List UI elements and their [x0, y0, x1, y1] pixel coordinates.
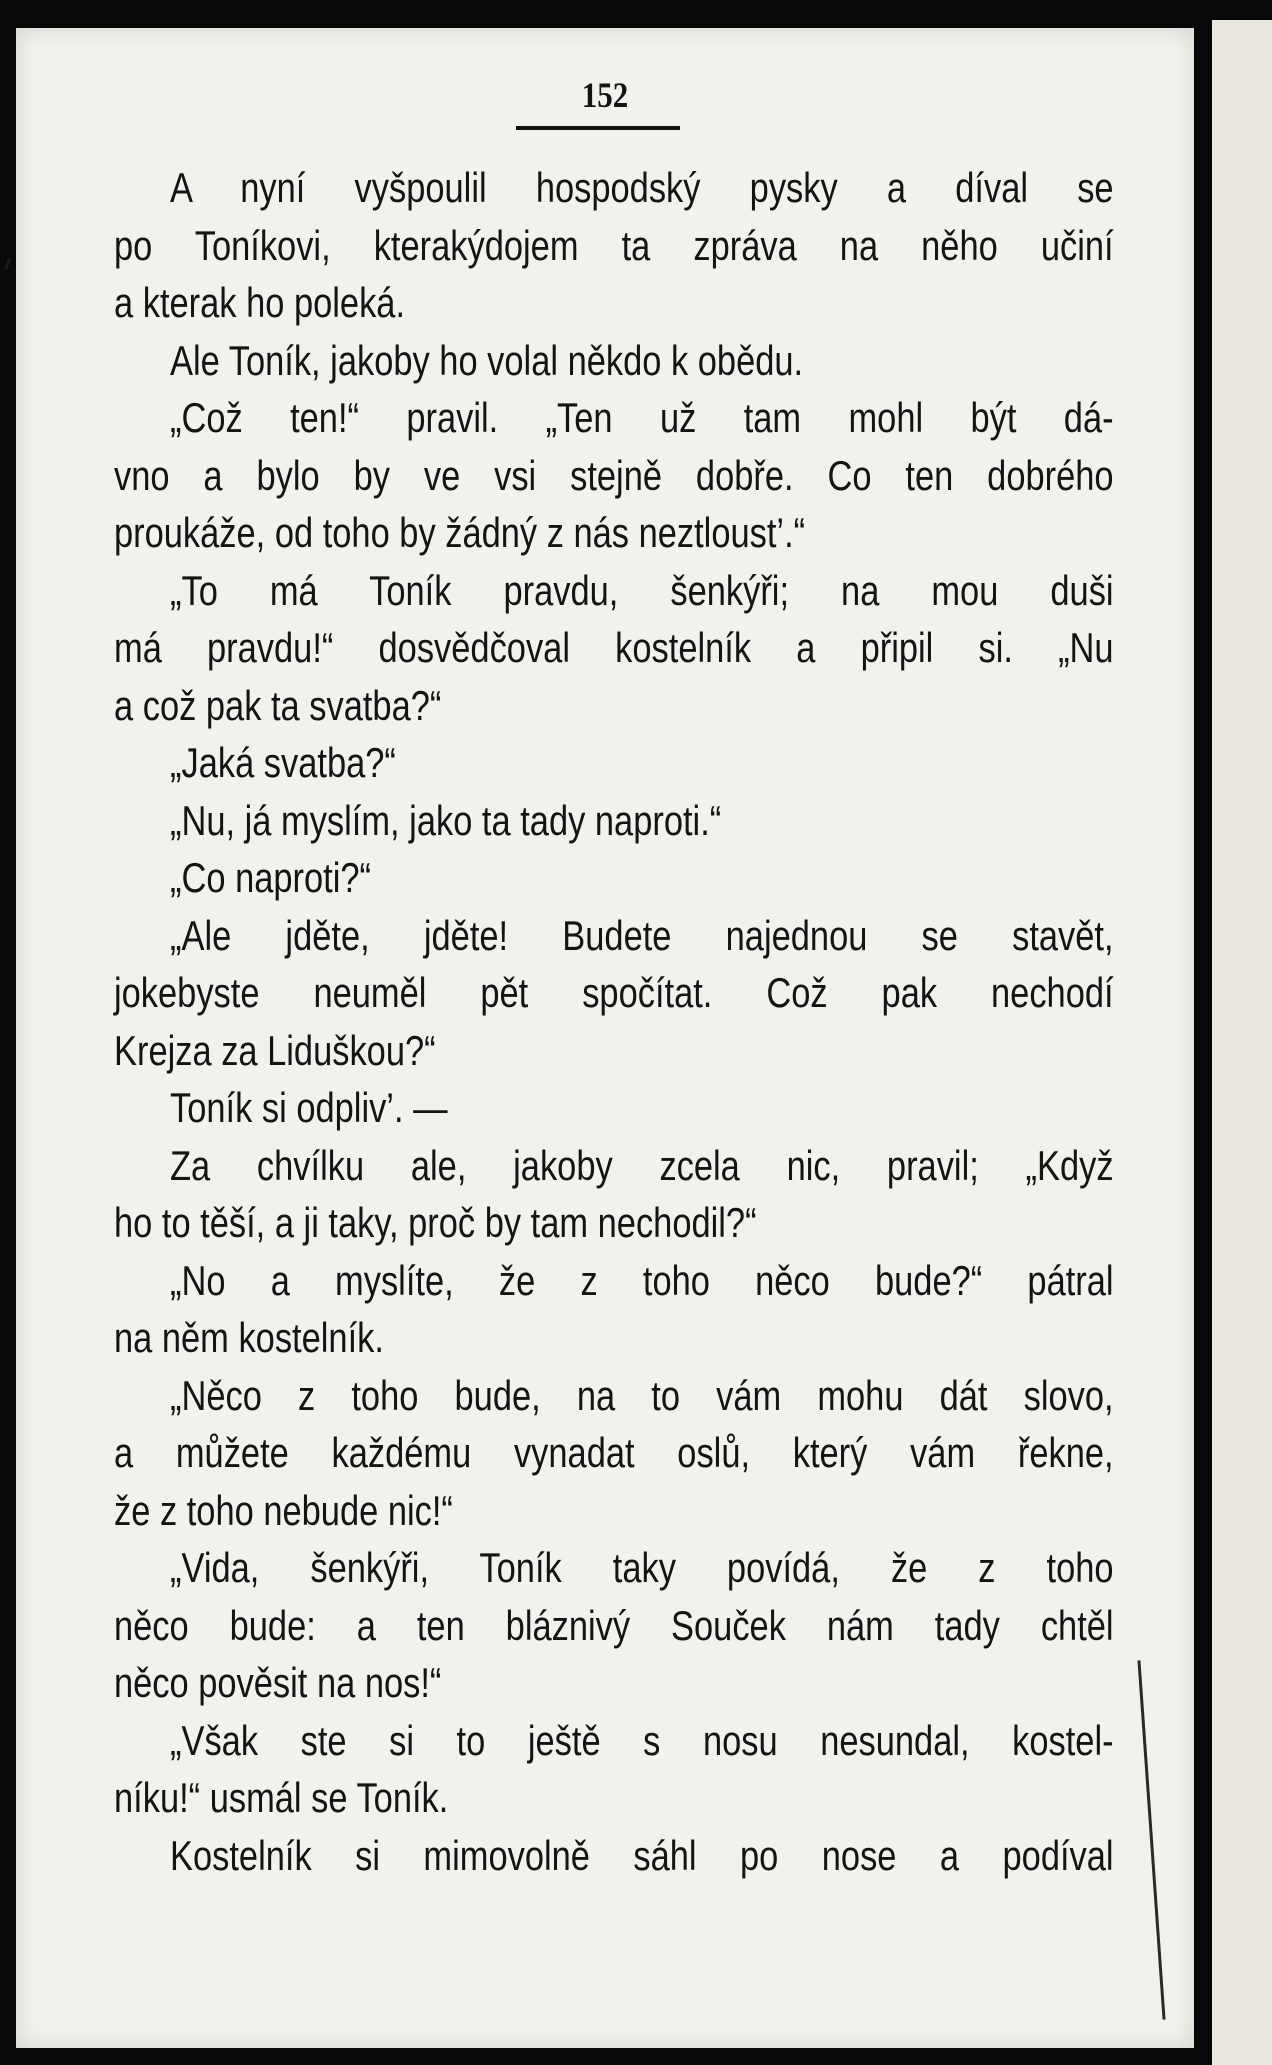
- page-number: 152: [581, 75, 629, 115]
- page-number-rule: [516, 126, 680, 130]
- text-line: a můžete každému vynadat oslů, který vám řekne,: [114, 1429, 1114, 1476]
- text-line: Krejza za Liduškou?“: [114, 1026, 436, 1074]
- text-line: po Toníkovi, kterakýdojem ta zpráva na něho učiní: [114, 221, 1114, 269]
- text-line: a což pak ta svatba?“: [114, 681, 442, 729]
- stray-margin-mark: [4, 258, 11, 270]
- text-line: něco pověsit na nos!“: [114, 1659, 442, 1706]
- text-line: „Něco z toho bude, na to vám mohu dát slovo,: [170, 1371, 1114, 1419]
- text-line: „Co naproti?“: [170, 854, 371, 901]
- text-line: na něm kostelník.: [114, 1314, 384, 1361]
- text-line: A nyní vyšpoulil hospodský pysky a díval se: [170, 164, 1114, 211]
- adjacent-page-edge: [1212, 20, 1272, 2065]
- text-line: „Jaká svatba?“: [170, 739, 396, 786]
- text-line: „Což ten!“ pravil. „Ten už tam mohl být dá-: [170, 394, 1114, 441]
- text-line: „No a myslíte, že z toho něco bude?“ pátral: [170, 1256, 1114, 1304]
- text-line: Ale Toník, jakoby ho volal někdo k obědu.: [170, 336, 804, 384]
- text-line: „Ale jděte, jděte! Budete najednou se stavět,: [170, 911, 1114, 959]
- text-line: a kterak ho poleká.: [114, 279, 406, 326]
- text-line: „Nu, já myslím, jako ta tady naproti.“: [170, 796, 722, 844]
- text-line: proukáže, od toho by žádný z nás neztloust’.“: [114, 509, 806, 556]
- text-line: „To má Toník pravdu, šenkýři; na mou duši: [170, 566, 1114, 614]
- text-line: vno a bylo by ve vsi stejně dobře. Co ten dobrého: [114, 451, 1114, 499]
- text-line: ho to těší, a ji taky, proč by tam nechodil?“: [114, 1199, 757, 1246]
- text-line: má pravdu!“ dosvědčoval kostelník a připil si. „Nu: [114, 624, 1114, 671]
- text-line: Kostelník si mimovolně sáhl po nose a podíval: [170, 1831, 1114, 1879]
- text-line: níku!“ usmál se Toník.: [114, 1774, 449, 1821]
- text-line: „Však ste si to ještě s nosu nesundal, kostel-: [170, 1716, 1114, 1764]
- text-line: Za chvílku ale, jakoby zcela nic, pravil; „Když: [170, 1141, 1114, 1189]
- text-line: že z toho nebude nic!“: [114, 1486, 453, 1534]
- text-line: jokebyste neuměl pět spočítat. Což pak nechodí: [114, 969, 1114, 1016]
- text-line: Toník si odpliv’. —: [170, 1084, 448, 1131]
- book-page: [16, 28, 1194, 2048]
- text-line: něco bude: a ten bláznivý Souček nám tady chtěl: [114, 1601, 1114, 1649]
- text-line: „Vida, šenkýři, Toník taky povídá, že z toho: [170, 1544, 1114, 1591]
